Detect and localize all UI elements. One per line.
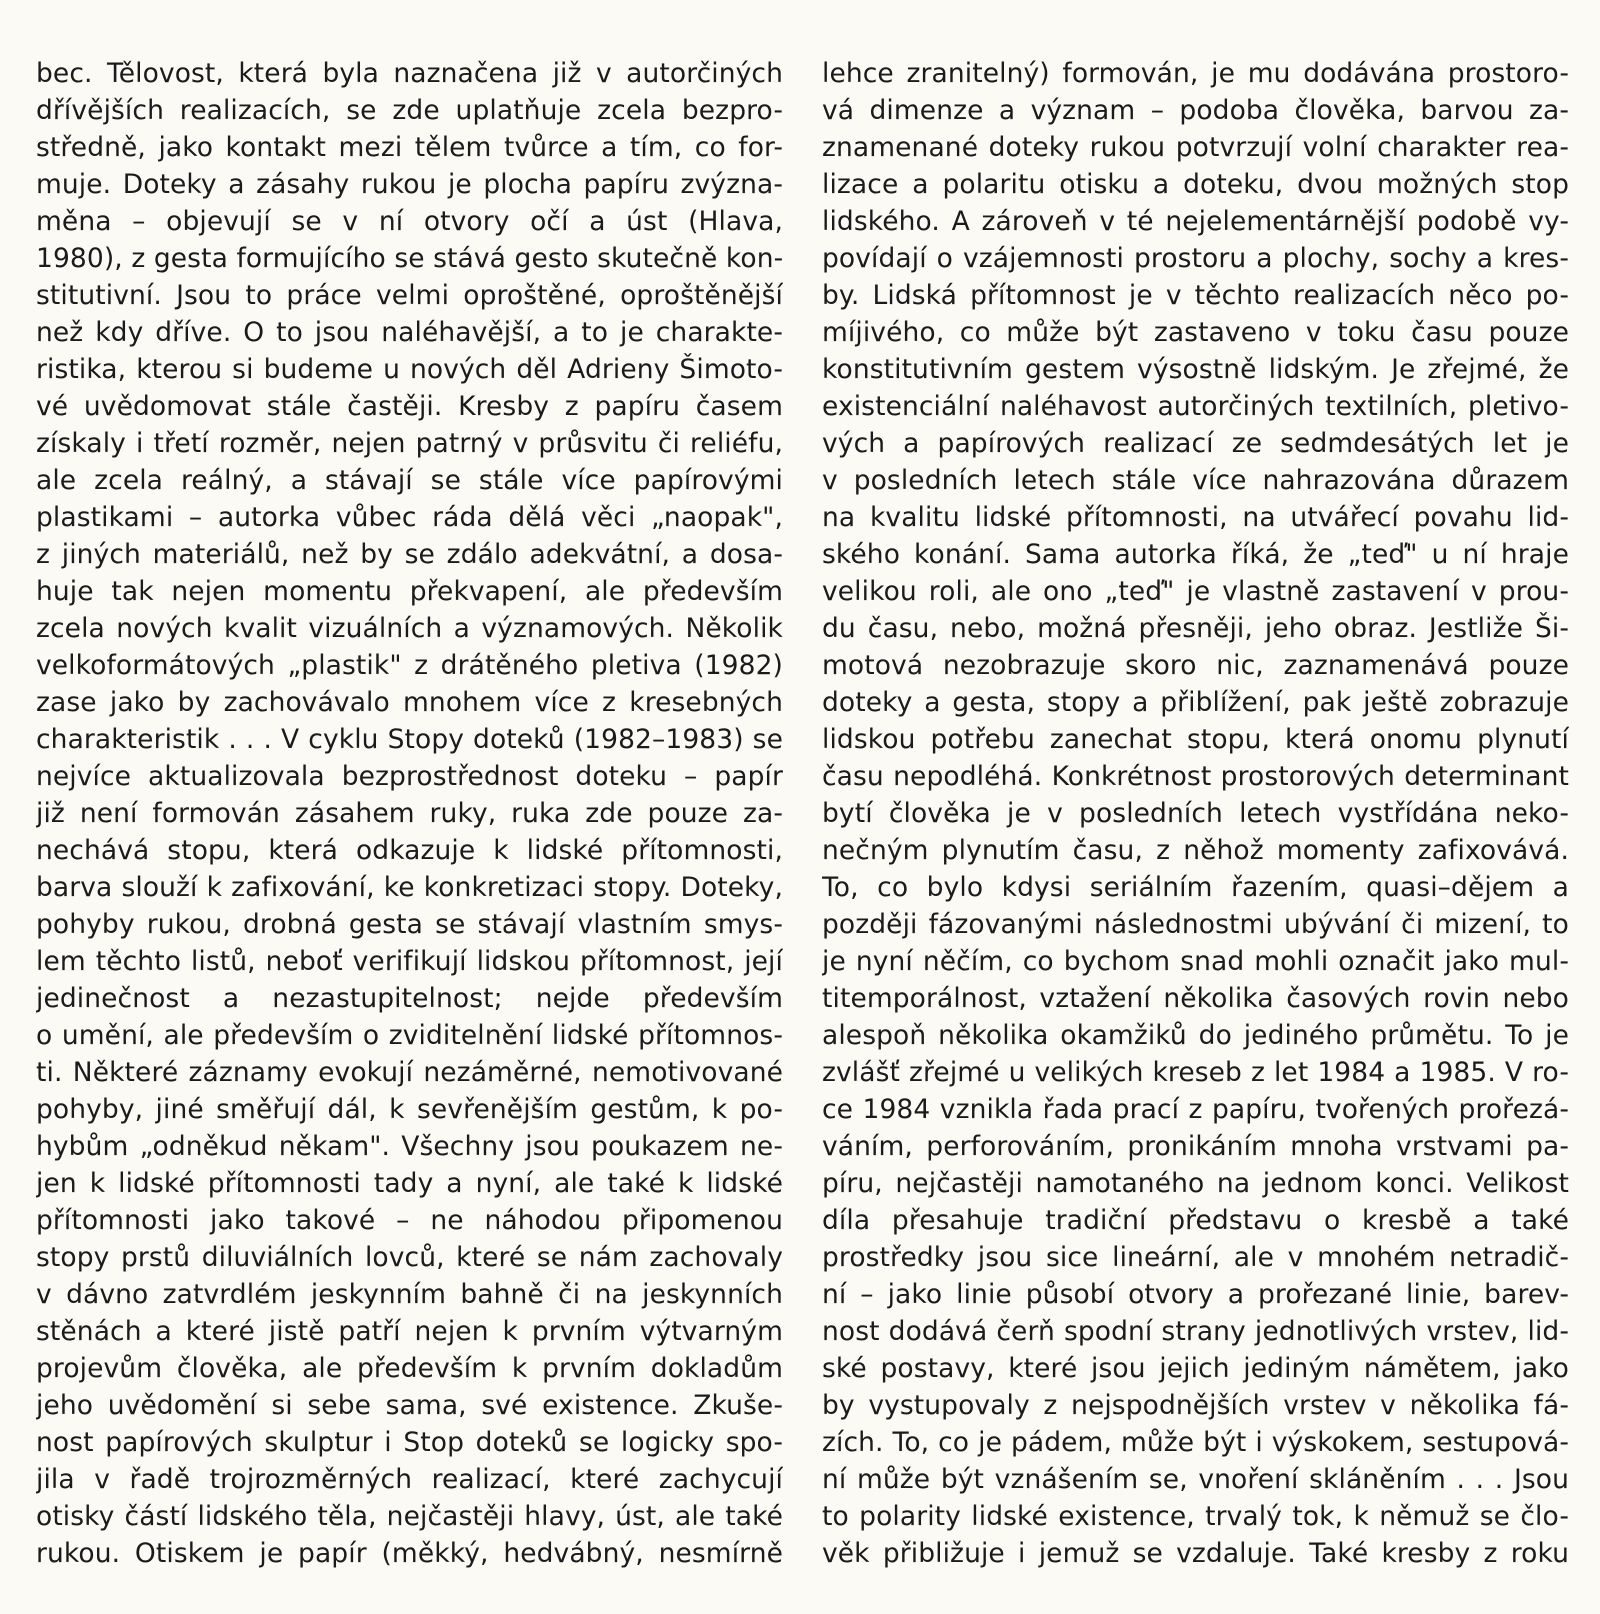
left-column-line: ale zcela reálný, a stávají se stále více papírovými xyxy=(36,465,783,496)
left-column-line: 1980), z gesta formujícího se stává gesto skutečně kon- xyxy=(36,243,783,274)
right-column-line: to polarity lidské existence, trvalý tok, k němuž se člo- xyxy=(822,1501,1569,1532)
right-column-line: díla přesahuje tradiční představu o kresbě a také xyxy=(822,1205,1569,1236)
left-column-line: ti. Některé záznamy evokují nezáměrné, nemotivované xyxy=(36,1057,783,1088)
right-column-line: alespoň několika okamžiků do jediného průmětu. To je xyxy=(822,1020,1569,1051)
right-column-line: konstitutivním gestem výsostně lidským. Je zřejmé, že xyxy=(822,354,1569,385)
right-column-line: doteky a gesta, stopy a přiblížení, pak ještě zobrazuje xyxy=(822,687,1569,718)
left-column-line: nechává stopu, která odkazuje k lidské přítomnosti, xyxy=(36,835,783,866)
right-column-line: je nyní něčím, co bychom snad mohli označit jako mul- xyxy=(822,946,1569,977)
right-column-line: prostředky jsou sice lineární, ale v mnohém netradič- xyxy=(822,1242,1569,1273)
right-column-line: míjivého, co může být zastaveno v toku času pouze xyxy=(822,317,1569,348)
right-column-line: ské postavy, které jsou jejich jediným námětem, jako xyxy=(822,1353,1569,1384)
right-column-line: zvlášť zřejmé u velikých kreseb z let 1984 a 1985. V ro- xyxy=(822,1057,1569,1088)
left-column-line: získaly i třetí rozměr, nejen patrný v průsvitu či reliéfu, xyxy=(36,428,783,459)
right-column-line: motová nezobrazuje skoro nic, zaznamenává pouze xyxy=(822,650,1569,681)
right-column-line: nečným plynutím času, z něhož momenty zafixovává. xyxy=(822,835,1569,866)
right-column-line: lidského. A zároveň v té nejelementárnější podobě vy- xyxy=(822,206,1569,237)
left-column-line: jedinečnost a nezastupitelnost; nejde především xyxy=(36,983,783,1014)
left-column-line: pohyby, jiné směřují dál, k sevřenějším gestům, k po- xyxy=(36,1094,783,1125)
left-column-line: přítomnosti jako takové – ne náhodou připomenou xyxy=(36,1205,783,1236)
right-text-column xyxy=(822,55,1569,1575)
left-column-line: zase jako by zachovávalo mnohem více z kresebných xyxy=(36,687,783,718)
left-column-line: jeho uvědomění si sebe sama, své existence. Zkuše- xyxy=(36,1390,783,1421)
right-column-line: by. Lidská přítomnost je v těchto realizacích něco po- xyxy=(822,280,1569,311)
right-column-line: bytí člověka je v posledních letech vystřídána neko- xyxy=(822,798,1569,829)
right-column-line: To, co bylo kdysi seriálním řazením, quasi–dějem a xyxy=(822,872,1569,903)
right-column-line: času nepodléhá. Konkrétnost prostorových determinant xyxy=(822,761,1569,792)
left-column-line: jila v řadě trojrozměrných realizací, které zachycují xyxy=(36,1464,783,1495)
right-column-line: na kvalitu lidské přítomnosti, na utvářecí povahu lid- xyxy=(822,502,1569,533)
left-column-line: lem těchto listů, neboť verifikují lidskou přítomnost, její xyxy=(36,946,783,977)
right-column-line: nost dodává čerň spodní strany jednotlivých vrstev, lid- xyxy=(822,1316,1569,1347)
left-column-line: muje. Doteky a zásahy rukou je plocha papíru zvýzna- xyxy=(36,169,783,200)
right-column-line: lidskou potřebu zanechat stopu, která onomu plynutí xyxy=(822,724,1569,755)
right-column-line: ce 1984 vznikla řada prací z papíru, tvořených prořezá- xyxy=(822,1094,1569,1125)
right-column-line: ní může být vznášením se, vnoření skláněním . . . Jsou xyxy=(822,1464,1569,1495)
right-column-line: du času, nebo, možná přesněji, jeho obraz. Jestliže Ši- xyxy=(822,613,1569,644)
left-column-line: ristika, kterou si budeme u nových děl Adrieny Šimoto- xyxy=(36,354,783,385)
right-column-line: velikou roli, ale ono „teď" je vlastně zastavení v prou- xyxy=(822,576,1569,607)
left-column-line: měna – objevují se v ní otvory očí a úst (Hlava, xyxy=(36,206,783,237)
right-column-line: zích. To, co je pádem, může být i výskokem, sestupová- xyxy=(822,1427,1569,1458)
left-column-line: rukou. Otiskem je papír (měkký, hedvábný, nesmírně xyxy=(36,1538,783,1569)
right-column-line: později fázovanými následnostmi ubývání či mizení, to xyxy=(822,909,1569,940)
left-column-line: stitutivní. Jsou to práce velmi oproštěné, oproštěnější xyxy=(36,280,783,311)
left-column-line: již není formován zásahem ruky, ruka zde pouze za- xyxy=(36,798,783,829)
right-column-line: píru, nejčastěji namotaného na jednom konci. Velikost xyxy=(822,1168,1569,1199)
right-column-line: vých a papírových realizací ze sedmdesátých let je xyxy=(822,428,1569,459)
left-column-line: stěnách a které jistě patří nejen k prvním výtvarným xyxy=(36,1316,783,1347)
right-column-line: lehce zranitelný) formován, je mu dodávána prostoro- xyxy=(822,58,1569,89)
right-column-line: věk přibližuje i jemuž se vzdaluje. Také kresby z roku xyxy=(822,1538,1569,1569)
left-column-line: barva slouží k zafixování, ke konkretizaci stopy. Doteky, xyxy=(36,872,783,903)
right-column-line: v posledních letech stále více nahrazována důrazem xyxy=(822,465,1569,496)
left-column-line: zcela nových kvalit vizuálních a významových. Několik xyxy=(36,613,783,644)
left-column-line: projevům člověka, ale především k prvním dokladům xyxy=(36,1353,783,1384)
right-column-line: by vystupovaly z nejspodnějších vrstev v několika fá- xyxy=(822,1390,1569,1421)
left-column-line: bec. Tělovost, která byla naznačena již v autorčiných xyxy=(36,58,783,89)
left-column-line: charakteristik . . . V cyklu Stopy doteků (1982–1983) se xyxy=(36,724,783,755)
right-column-line: ní – jako linie působí otvory a prořezané linie, barev- xyxy=(822,1279,1569,1310)
left-text-column xyxy=(36,55,783,1575)
left-column-line: z jiných materiálů, než by se zdálo adekvátní, a dosa- xyxy=(36,539,783,570)
right-column-line: vá dimenze a význam – podoba člověka, barvou za- xyxy=(822,95,1569,126)
left-column-line: hybům „odněkud někam". Všechny jsou poukazem ne- xyxy=(36,1131,783,1162)
left-column-line: stopy prstů diluviálních lovců, které se nám zachovaly xyxy=(36,1242,783,1273)
left-column-line: plastikami – autorka vůbec ráda dělá věci „naopak", xyxy=(36,502,783,533)
right-column-line: znamenané doteky rukou potvrzují volní charakter rea- xyxy=(822,132,1569,163)
left-column-line: v dávno zatvrdlém jeskynním bahně či na jeskynních xyxy=(36,1279,783,1310)
left-column-line: otisky částí lidského těla, nejčastěji hlavy, úst, ale také xyxy=(36,1501,783,1532)
left-column-line: o umění, ale především o zviditelnění lidské přítomnos- xyxy=(36,1020,783,1051)
left-column-line: pohyby rukou, drobná gesta se stávají vlastním smys- xyxy=(36,909,783,940)
left-column-line: než kdy dříve. O to jsou naléhavější, a to je charakte- xyxy=(36,317,783,348)
left-column-line: huje tak nejen momentu překvapení, ale především xyxy=(36,576,783,607)
left-column-line: vé uvědomovat stále častěji. Kresby z papíru časem xyxy=(36,391,783,422)
right-column-line: váním, perforováním, pronikáním mnoha vrstvami pa- xyxy=(822,1131,1569,1162)
left-column-line: nejvíce aktualizovala bezprostřednost doteku – papír xyxy=(36,761,783,792)
left-column-line: jen k lidské přítomnosti tady a nyní, ale také k lidské xyxy=(36,1168,783,1199)
left-column-line: dřívějších realizacích, se zde uplatňuje zcela bezpro- xyxy=(36,95,783,126)
left-column-line: nost papírových skulptur i Stop doteků se logicky spo- xyxy=(36,1427,783,1458)
left-column-line: středně, jako kontakt mezi tělem tvůrce a tím, co for- xyxy=(36,132,783,163)
right-column-line: povídají o vzájemnosti prostoru a plochy, sochy a kres- xyxy=(822,243,1569,274)
right-column-line: titemporálnost, vztažení několika časových rovin nebo xyxy=(822,983,1569,1014)
right-column-line: ského konání. Sama autorka říká, že „teď" u ní hraje xyxy=(822,539,1569,570)
right-column-line: existenciální naléhavost autorčiných textilních, pletivo- xyxy=(822,391,1569,422)
left-column-line: velkoformátových „plastik" z drátěného pletiva (1982) xyxy=(36,650,783,681)
right-column-line: lizace a polaritu otisku a doteku, dvou možných stop xyxy=(822,169,1569,200)
